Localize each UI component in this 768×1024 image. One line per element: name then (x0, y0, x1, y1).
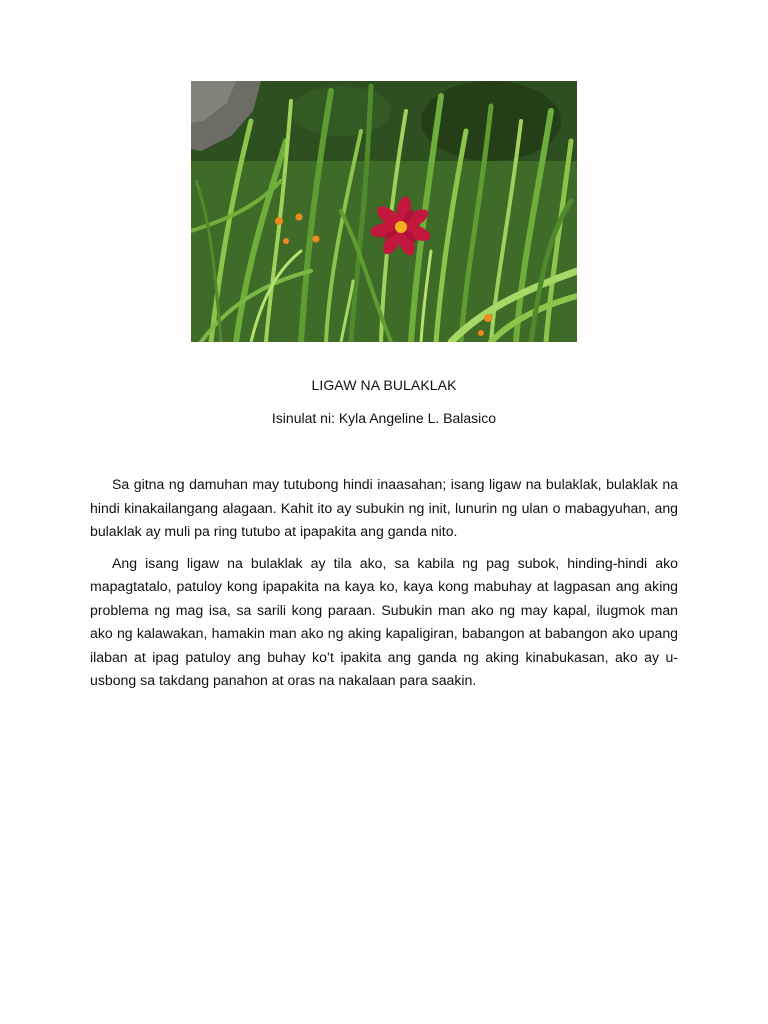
document-body (90, 473, 678, 701)
document-title: LIGAW NA BULAKLAK (311, 377, 457, 393)
author-byline: Isinulat ni: Kyla Angeline L. Balasico (271, 410, 497, 426)
flower-center (395, 221, 407, 233)
paragraph-2: Ang isang ligaw na bulaklak ay tila ako, sa kabila ng pag subok, hinding-hindi ako mapagtatalo, patuloy kong ipapakita na kaya ko, kaya kong mabuhay at lagpasan ang aking problema ng mag isa, sa sarili kong paraan. Subukin man ako ng may kapal, ilugmok man ako ng kalawakan, hamakin man ako ng aking kapaligiran, babangon at babangon ako upang ilaban at ipag patuloy ang buhay ko’t ipakita ang ganda ng aking kinabukasan, ako ay u-usbong sa takdang panahon at oras na nakalaan para saakin. (90, 554, 678, 688)
paragraph-1: Sa gitna ng damuhan may tutubong hindi inaasahan; isang ligaw na bulaklak, bulaklak na hindi kinakailangang alagaan. Kahit ito ay subukin ng init, lunurin ng ulan o mabagyuhan, ang bulaklak ay muli pa ring tutubo at ipapakita ang ganda nito. (90, 476, 678, 539)
wild-flower-illustration (191, 81, 577, 342)
wild-flower-photo (191, 81, 577, 342)
